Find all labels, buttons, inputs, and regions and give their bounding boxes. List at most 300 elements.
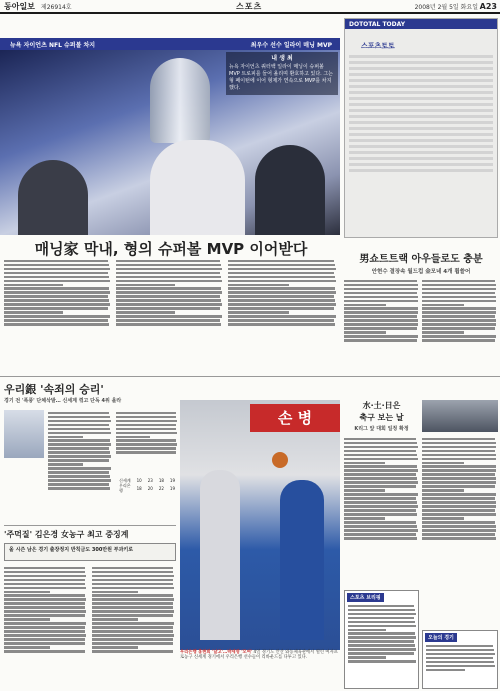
text-line — [48, 436, 83, 438]
text-line — [4, 642, 85, 644]
text-line — [92, 642, 173, 644]
text-line — [344, 501, 417, 503]
text-line — [426, 665, 495, 667]
text-line — [344, 489, 385, 491]
article-column-1 — [4, 258, 112, 358]
text-line — [344, 525, 417, 527]
text-line — [228, 319, 334, 321]
text-line — [116, 303, 222, 305]
section-title: 스포츠 — [236, 1, 263, 11]
divider — [4, 525, 176, 526]
text-line — [48, 463, 83, 465]
score-cell: 19 — [169, 478, 175, 483]
text-line — [422, 327, 495, 329]
text-line — [344, 315, 417, 317]
text-line — [344, 339, 417, 341]
text-line — [92, 606, 173, 608]
text-line — [422, 284, 496, 286]
text-line — [4, 646, 50, 648]
text-line — [116, 412, 176, 414]
text-line — [426, 645, 493, 647]
text-line — [48, 475, 110, 477]
text-line — [426, 669, 465, 671]
text-line — [92, 591, 138, 593]
score-team-b: 우리은행 — [119, 483, 131, 494]
text-line — [422, 438, 495, 440]
text-line — [344, 446, 418, 448]
text-line — [422, 288, 496, 290]
text-line — [92, 610, 174, 612]
score-cell: 10 — [136, 478, 142, 483]
text-line — [422, 450, 495, 452]
text-line — [4, 583, 85, 585]
text-line — [4, 626, 85, 628]
text-line — [344, 513, 417, 515]
text-line — [348, 605, 414, 607]
text-line — [422, 533, 495, 535]
text-line — [422, 521, 495, 523]
text-line — [228, 268, 336, 270]
text-line — [116, 428, 176, 430]
interview-col — [422, 436, 498, 586]
interview-photo — [422, 400, 498, 432]
text-line — [4, 276, 109, 278]
text-line — [348, 636, 416, 638]
text-line — [92, 579, 173, 581]
text-line — [92, 567, 173, 569]
text-line — [48, 424, 109, 426]
divider — [0, 376, 500, 377]
text-line — [116, 284, 175, 286]
text-line — [422, 331, 464, 333]
arena-banner: 손 병 — [250, 404, 340, 432]
text-line — [4, 606, 85, 608]
text-line — [4, 260, 108, 262]
text-line — [116, 436, 150, 438]
text-line — [48, 416, 110, 418]
text-line — [4, 638, 85, 640]
text-line — [4, 575, 86, 577]
text-line — [92, 587, 174, 589]
text-line — [344, 473, 416, 475]
penalty-headline: '주먹질' 김은경 女농구 최고 중징계 — [4, 530, 129, 539]
article-column-3 — [228, 258, 338, 358]
briefing-text — [348, 603, 417, 687]
text-line — [116, 307, 220, 309]
woori-coach-photo — [4, 410, 44, 458]
today-games-title: 오늘의 경기 — [425, 633, 457, 642]
text-line — [4, 272, 108, 274]
text-line — [116, 264, 221, 266]
text-line — [4, 650, 85, 652]
text-line — [116, 291, 222, 293]
caption-text: 뉴욕 자이언츠 쿼터백 일라이 매닝이 슈퍼볼 MVP 트로피를 들어 올리며 환호하고 있다. 그는 형 페이턴에 이어 형제가 연속으로 MVP를 차지했다. — [229, 64, 333, 91]
text-line — [48, 447, 109, 449]
text-line — [422, 517, 464, 519]
text-line — [4, 614, 85, 616]
text-line — [422, 473, 495, 475]
text-line — [4, 299, 109, 301]
ad-lines — [345, 51, 497, 179]
text-line — [116, 323, 221, 325]
shorttrack-col-1 — [344, 278, 420, 373]
text-line — [92, 602, 173, 604]
text-line — [422, 335, 496, 337]
text-line — [344, 469, 418, 471]
today-games-text — [426, 643, 496, 687]
caption-title: 내 생 최 — [271, 55, 293, 62]
text-line — [344, 323, 418, 325]
text-line — [4, 579, 85, 581]
text-line — [116, 276, 221, 278]
text-line — [116, 432, 177, 434]
text-line — [344, 300, 418, 302]
text-line — [228, 299, 335, 301]
penalty-sub-box — [4, 543, 176, 561]
score-cell: 20 — [147, 485, 153, 491]
woori-col-1 — [48, 410, 112, 522]
text-line — [4, 307, 108, 309]
text-line — [422, 280, 495, 282]
text-line — [4, 591, 50, 593]
text-line — [48, 483, 109, 485]
text-line — [344, 533, 416, 535]
text-line — [92, 583, 173, 585]
text-line — [344, 304, 386, 306]
text-line — [344, 438, 416, 440]
text-line — [228, 272, 334, 274]
score-cell: 22 — [158, 485, 164, 491]
text-line — [116, 315, 222, 317]
topbar-left: 뉴욕 자이언츠 NFL 슈퍼볼 차지 — [10, 41, 96, 49]
text-line — [4, 622, 86, 624]
text-line — [344, 485, 416, 487]
text-line — [344, 335, 418, 337]
woori-headline: 우리銀 '속죄의 승리' — [4, 383, 104, 396]
text-line — [228, 323, 335, 325]
text-line — [422, 296, 496, 298]
text-line — [4, 594, 85, 596]
briefing-title: 스포츠 브리핑 — [347, 593, 384, 602]
text-line — [422, 339, 495, 341]
trophy-shape — [150, 58, 210, 143]
text-line — [92, 594, 173, 596]
text-line — [344, 307, 418, 309]
text-line — [116, 447, 176, 449]
text-line — [48, 439, 110, 441]
text-line — [344, 284, 418, 286]
text-line — [4, 268, 110, 270]
text-line — [422, 319, 496, 321]
basketball-caption-title: 우리은행 홍현희 '날고'…박세영 '모여' — [180, 650, 253, 655]
text-line — [4, 303, 110, 305]
text-line — [344, 296, 418, 298]
text-line — [116, 451, 176, 453]
text-line — [4, 315, 110, 317]
text-line — [4, 571, 85, 573]
page-header — [0, 0, 500, 14]
text-line — [422, 501, 496, 503]
text-line — [348, 632, 415, 634]
text-line — [344, 505, 418, 507]
basketball-caption — [180, 650, 340, 661]
text-line — [92, 630, 173, 632]
text-line — [348, 644, 415, 646]
text-line — [116, 416, 176, 418]
text-line — [92, 622, 174, 624]
superbowl-photo — [0, 50, 340, 235]
text-line — [422, 315, 495, 317]
text-line — [228, 291, 336, 293]
text-line — [344, 465, 417, 467]
text-line — [228, 280, 336, 282]
issue-date: 2008년 2월 5일 화요일 — [414, 3, 478, 11]
text-line — [92, 614, 173, 616]
woori-sub: 경기 전 '폭풍' 단체삭발… 신세계 꺾고 단독 4위 올라 — [4, 398, 122, 404]
text-line — [344, 537, 417, 539]
issue-number: 제26914호 — [40, 3, 72, 11]
text-line — [348, 640, 414, 642]
text-line — [228, 260, 334, 262]
score-cell: 23 — [147, 478, 153, 483]
text-line — [116, 287, 221, 289]
text-line — [116, 299, 221, 301]
text-line — [48, 412, 109, 414]
text-line — [348, 609, 415, 611]
feature-topbar — [0, 38, 340, 50]
text-line — [116, 280, 222, 282]
text-line — [228, 311, 289, 313]
text-line — [48, 428, 110, 430]
text-line — [348, 613, 416, 615]
ad-bar: DOTOTAL TODAY — [345, 19, 497, 29]
text-line — [422, 311, 496, 313]
text-line — [422, 292, 495, 294]
text-line — [4, 264, 109, 266]
basketball-caption-text: 4일 경기도 안산 와동체육관에서 열린 여자프로농구 신세계 경기에서 우리은행 선수들이 리바운드를 다투고 있다. — [180, 650, 338, 661]
text-line — [4, 567, 85, 569]
text-line — [4, 311, 63, 313]
text-line — [422, 537, 496, 539]
text-line — [48, 471, 109, 473]
text-line — [92, 618, 138, 620]
text-line — [422, 513, 496, 515]
text-line — [48, 420, 111, 422]
text-line — [228, 264, 335, 266]
woori-col-2 — [116, 410, 178, 474]
text-line — [422, 469, 496, 471]
text-line — [344, 442, 417, 444]
text-line — [422, 525, 496, 527]
newspaper-logo: 동아일보 — [4, 0, 35, 11]
text-line — [422, 509, 495, 511]
text-line — [426, 653, 495, 655]
text-line — [344, 497, 416, 499]
text-line — [344, 450, 416, 452]
kleague-headline: 水·土·日은 — [362, 401, 401, 410]
topbar-right: 최우수 선수 일라이 매닝 MVP — [250, 41, 332, 49]
text-line — [422, 493, 496, 495]
score-team-a: 신세계 — [119, 478, 131, 483]
text-line — [344, 517, 385, 519]
text-line — [4, 287, 109, 289]
player-white — [200, 470, 240, 640]
text-line — [422, 489, 464, 491]
coach-figure — [255, 145, 325, 235]
briefing-box — [344, 590, 419, 689]
text-line — [344, 331, 386, 333]
text-line — [348, 652, 414, 654]
text-line — [422, 462, 464, 464]
text-line — [344, 509, 416, 511]
text-line — [116, 424, 176, 426]
text-line — [344, 288, 418, 290]
text-line — [48, 455, 111, 457]
text-line — [4, 284, 63, 286]
text-line — [348, 660, 416, 662]
text-line — [348, 621, 415, 623]
text-line — [228, 284, 289, 286]
text-line — [92, 646, 138, 648]
text-line — [348, 648, 416, 650]
shorttrack-headline: 男쇼트트랙 아우들로도 충분 — [359, 254, 483, 265]
text-line — [92, 598, 174, 600]
text-line — [4, 602, 85, 604]
text-line — [48, 479, 111, 481]
text-line — [348, 629, 386, 631]
text-line — [4, 598, 86, 600]
text-line — [92, 634, 174, 636]
shorttrack-col-2 — [422, 278, 498, 373]
text-line — [116, 311, 175, 313]
text-line — [344, 311, 418, 313]
text-line — [92, 575, 174, 577]
text-line — [4, 291, 110, 293]
text-line — [228, 276, 335, 278]
text-line — [422, 454, 496, 456]
text-line — [228, 315, 336, 317]
text-line — [48, 432, 111, 434]
text-line — [344, 458, 418, 460]
text-line — [228, 287, 335, 289]
text-line — [48, 467, 111, 469]
text-line — [4, 319, 108, 321]
text-line — [422, 529, 496, 531]
score-table — [116, 478, 178, 494]
basketball-icon — [272, 452, 288, 468]
text-line — [4, 634, 86, 636]
text-line — [344, 292, 417, 294]
text-line — [116, 443, 177, 445]
text-line — [422, 300, 496, 302]
text-line — [48, 487, 110, 489]
text-line — [116, 268, 222, 270]
text-line — [426, 649, 494, 651]
text-line — [344, 529, 418, 531]
text-line — [344, 493, 418, 495]
text-line — [116, 439, 176, 441]
text-line — [344, 319, 418, 321]
text-line — [92, 571, 173, 573]
text-line — [344, 327, 417, 329]
text-line — [422, 481, 496, 483]
text-line — [4, 280, 110, 282]
sports-toto-ad — [344, 18, 498, 238]
text-line — [348, 617, 414, 619]
article-column-2 — [116, 258, 224, 358]
penalty-col-1 — [4, 565, 88, 689]
official-figure — [18, 160, 88, 235]
text-line — [422, 442, 496, 444]
text-line — [422, 505, 496, 507]
text-line — [422, 304, 464, 306]
text-line — [422, 465, 496, 467]
text-line — [426, 657, 493, 659]
text-line — [348, 656, 386, 658]
player-blue — [280, 480, 324, 640]
basketball-photo — [180, 400, 340, 650]
text-line — [344, 481, 418, 483]
kleague-headline-2: 축구 보는 날 — [359, 413, 404, 422]
kleague-col — [344, 436, 419, 586]
text-line — [4, 618, 50, 620]
text-line — [4, 323, 109, 325]
score-cell: 18 — [136, 485, 142, 491]
score-cell: 19 — [169, 485, 175, 491]
text-line — [92, 638, 173, 640]
text-line — [422, 485, 495, 487]
penalty-col-2 — [92, 565, 176, 689]
text-line — [116, 319, 220, 321]
shorttrack-sub: 안현수 결장속 월드컵 金모네 4개 휩쓸어 — [371, 269, 471, 275]
today-games-box — [422, 630, 498, 689]
text-line — [422, 477, 496, 479]
text-line — [116, 420, 177, 422]
text-line — [4, 610, 86, 612]
penalty-sub: 올 시즌 남은 경기 출장정지 반칙금도 300만원 부과키로 — [9, 547, 134, 553]
text-line — [92, 650, 173, 652]
text-line — [116, 272, 220, 274]
kleague-sub: K리그 앞 대회 일정 확정 — [354, 426, 409, 432]
text-line — [228, 303, 336, 305]
text-line — [422, 446, 496, 448]
ad-brand: 스포츠토토 — [361, 42, 395, 50]
text-line — [422, 497, 495, 499]
text-line — [344, 477, 417, 479]
text-line — [344, 462, 385, 464]
player-figure — [150, 140, 245, 235]
main-headline: 매닝家 막내, 형의 슈퍼볼 MVP 이어받다 — [34, 240, 308, 258]
text-line — [4, 630, 85, 632]
text-line — [228, 307, 334, 309]
text-line — [116, 260, 220, 262]
text-line — [344, 521, 416, 523]
text-line — [422, 458, 496, 460]
text-line — [48, 459, 109, 461]
page-number: A23 — [479, 1, 497, 11]
score-cell: 18 — [158, 478, 164, 483]
text-line — [48, 443, 111, 445]
text-line — [426, 661, 494, 663]
photo-caption — [226, 52, 338, 95]
text-line — [344, 280, 417, 282]
text-line — [48, 451, 110, 453]
text-line — [4, 587, 86, 589]
text-line — [422, 307, 496, 309]
text-line — [116, 295, 220, 297]
text-line — [228, 295, 334, 297]
text-line — [4, 295, 108, 297]
